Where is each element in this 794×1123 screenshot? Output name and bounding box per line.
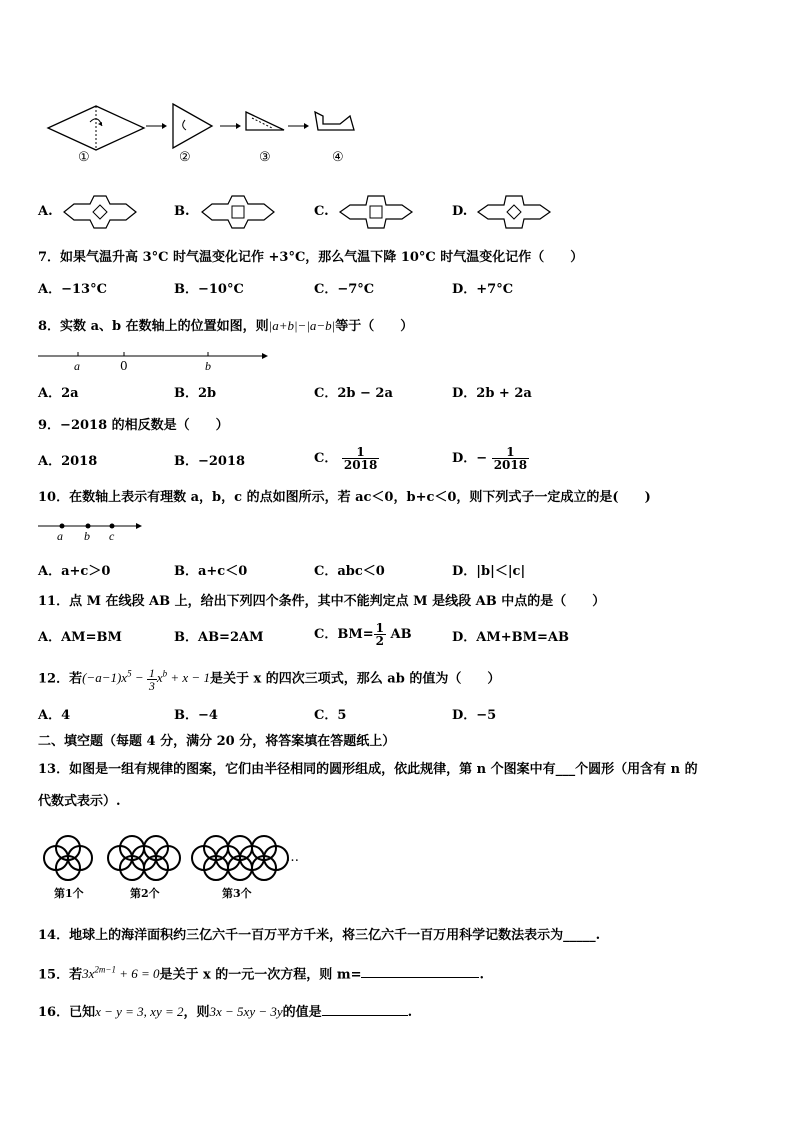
q8-number-line — [36, 348, 272, 372]
fraction-numerator: 1 — [148, 665, 155, 680]
q11-stem: 11．点 M 在线段 AB 上，给出下列四个条件，其中不能判定点 M 是线段 AB 中点的是（ ） — [38, 594, 606, 609]
q12-term-b-exponent: b — [162, 669, 168, 679]
q12-stem-pre: 12．若 — [38, 671, 83, 687]
q15-mid: 是关于 x 的一元一次方程，则 m= — [159, 967, 362, 983]
q7-option-b[interactable]: B．−10°C — [174, 282, 244, 297]
q15-answer-blank[interactable] — [361, 977, 479, 978]
q9-option-d-fraction — [492, 446, 529, 471]
q11-option-b[interactable]: B．AB=2AM — [174, 630, 264, 645]
q7-stem: 7．如果气温升高 3°C 时气温变化记作 +3°C，那么气温下降 10°C 时气温变化记作（ ） — [38, 250, 584, 265]
q11-option-c-suffix: AB — [390, 627, 412, 642]
q11-option-c-label: C．BM= — [314, 627, 374, 642]
q8-option-a[interactable]: A．2a — [38, 386, 79, 401]
q12-term-b: x — [156, 670, 163, 686]
q12-fraction — [147, 667, 157, 692]
fraction-denominator: 2 — [375, 634, 384, 648]
q8-axis-a: a — [74, 359, 80, 373]
q12-term-a: (−a−1)x — [82, 670, 128, 686]
q9-option-d[interactable] — [452, 446, 529, 471]
q13-circle-patterns — [38, 832, 308, 886]
q8-stem-post: 等于（ ） — [335, 319, 414, 334]
q12-expression — [82, 665, 210, 693]
step-label-3: ③ — [259, 150, 271, 165]
q12-option-d[interactable]: D．−5 — [452, 708, 497, 723]
q9-option-a[interactable]: A．2018 — [38, 454, 98, 469]
q6-shape-d — [476, 192, 552, 232]
q12-option-a[interactable]: A．4 — [38, 708, 71, 723]
q11-option-c-fraction — [374, 622, 386, 647]
q9-option-d-label: D．− — [452, 451, 488, 466]
step-label-2: ② — [179, 150, 191, 165]
q11-option-c[interactable] — [314, 622, 412, 647]
fraction-numerator: 1 — [342, 446, 379, 459]
q13-line-1: 13．如图是一组有规律的图案，它们由半径相同的圆形组成，依此规律，第 n 个图案中有___个圆形（用含有 n 的 — [38, 762, 698, 777]
q16-expression: 3x − 5xy − 3y — [209, 1004, 283, 1019]
q10-option-d[interactable]: D．|b|＜|c| — [452, 564, 526, 579]
q6-shape-b — [200, 192, 276, 232]
q9-option-b[interactable]: B．−2018 — [174, 454, 246, 469]
q10-option-c[interactable]: C．abc＜0 — [314, 564, 385, 579]
q14-stem: 14．地球上的海洋面积约三亿六千一百万平方千米，将三亿六千一百万用科学记数法表示为_____. — [38, 928, 601, 943]
q8-option-c[interactable]: C．2b − 2a — [314, 386, 393, 401]
q7-option-d[interactable]: D．+7°C — [452, 282, 514, 297]
q9-option-c[interactable] — [314, 446, 379, 471]
q16-pre: 16．已知 — [38, 1005, 96, 1020]
q12-stem-post: 是关于 x 的四次三项式，那么 ab 的值为（ ） — [209, 671, 501, 687]
q6-shape-c — [338, 192, 414, 232]
q9-stem: 9．−2018 的相反数是（ ） — [38, 418, 229, 433]
q8-stem-pre: 8．实数 a、b 在数轴上的位置如图，则 — [38, 319, 269, 334]
q6-option-b[interactable]: B. — [174, 204, 190, 219]
q13-caption-2: 第2个 — [130, 887, 160, 900]
q16-stem — [38, 1004, 412, 1021]
section-2-title: 二、填空题（每题 4 分，满分 20 分，将答案填在答题纸上） — [38, 734, 396, 749]
q6-option-a[interactable]: A. — [38, 204, 53, 219]
q6-option-c[interactable]: C. — [314, 204, 329, 219]
q7-option-a[interactable]: A．−13°C — [38, 282, 107, 297]
q10-number-line — [36, 518, 146, 538]
step-label-4: ④ — [332, 150, 344, 165]
q12-option-c[interactable]: C．5 — [314, 708, 347, 723]
q8-option-d[interactable]: D．2b + 2a — [452, 386, 532, 401]
q11-option-a[interactable]: A．AM=BM — [38, 630, 122, 645]
q7-option-c[interactable]: C．−7°C — [314, 282, 375, 297]
q15-pre: 15．若 — [38, 967, 83, 983]
q12-term-a-exponent: 5 — [127, 669, 132, 679]
q13-line-2: 代数式表示）. — [38, 794, 121, 809]
q10-option-a[interactable]: A．a+c＞0 — [38, 564, 111, 579]
q12-option-b[interactable]: B．−4 — [174, 708, 218, 723]
step-label-1: ① — [78, 150, 90, 165]
q15-rest: + 6 = 0 — [115, 966, 160, 982]
q16-post: 的值是 — [282, 1005, 322, 1020]
q10-stem: 10．在数轴上表示有理数 a，b，c 的点如图所示，若 ac＜0，b+c＜0，则下列式子一定成立的是( ) — [38, 490, 651, 505]
q6-option-d[interactable]: D. — [452, 204, 468, 219]
q10-option-b[interactable]: B．a+c＜0 — [174, 564, 248, 579]
q16-end: . — [407, 1005, 413, 1020]
q16-mid: ，则 — [183, 1005, 210, 1020]
q8-axis-b: b — [205, 359, 211, 373]
q15-stem — [38, 962, 484, 983]
fraction-numerator: 1 — [375, 621, 384, 635]
q6-shape-a — [62, 192, 138, 232]
q9-option-c-label: C． — [314, 451, 338, 466]
q15-end: . — [479, 967, 485, 983]
q15-exponent: 2m−1 — [94, 965, 116, 975]
q8-axis-zero: 0 — [120, 359, 128, 373]
fraction-denominator: 2018 — [343, 458, 378, 472]
q12-term-c: + x − 1 — [167, 670, 210, 686]
q13-caption-1: 第1个 — [54, 887, 84, 900]
fraction-denominator: 2018 — [493, 458, 528, 472]
q12-minus: − — [131, 670, 147, 686]
q10-axis-b: b — [84, 529, 90, 543]
q16-condition: x − y = 3, xy = 2 — [95, 1004, 184, 1019]
q8-stem — [38, 318, 413, 335]
fraction-numerator: 1 — [492, 446, 529, 459]
q11-option-d[interactable]: D．AM+BM=AB — [452, 630, 569, 645]
q16-answer-blank[interactable] — [322, 1015, 408, 1016]
q12-stem — [38, 666, 500, 692]
q9-option-c-fraction — [342, 446, 379, 471]
q13-ellipsis: … — [286, 850, 299, 865]
q15-base: 3x — [82, 966, 95, 982]
q8-option-b[interactable]: B．2b — [174, 386, 217, 401]
q10-axis-c: c — [109, 529, 115, 543]
fraction-denominator: 3 — [148, 678, 155, 693]
q15-equation — [82, 966, 159, 981]
q8-expression: |a+b|−|a−b| — [268, 318, 336, 333]
q10-axis-a: a — [57, 529, 63, 543]
q13-caption-3: 第3个 — [222, 887, 252, 900]
